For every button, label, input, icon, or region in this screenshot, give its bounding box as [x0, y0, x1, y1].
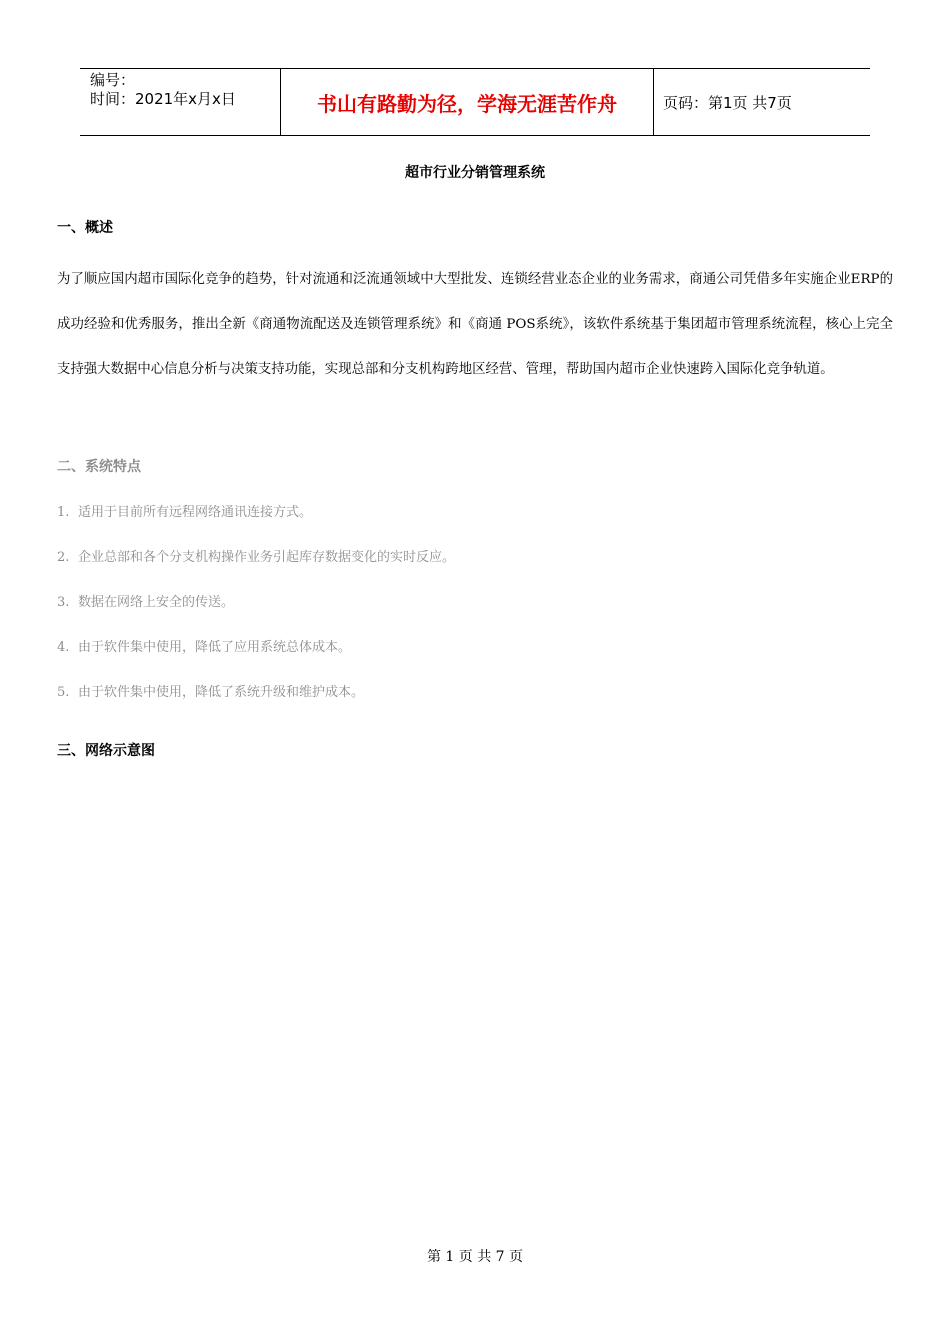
page-header [80, 68, 870, 136]
feature-list-item [57, 636, 351, 655]
list-number: 1. [57, 505, 70, 520]
document-title: 超市行业分销管理系统 [405, 165, 545, 181]
feature-list-item [57, 681, 364, 700]
header-page-info: 页码：第1页 共7页 [663, 93, 792, 112]
feature-list-item [57, 546, 455, 565]
list-text: 由于软件集中使用，降低了系统升级和维护成本。 [78, 685, 365, 700]
page-footer: 第 1 页 共 7 页 [426, 1249, 524, 1265]
list-number: 3. [57, 595, 70, 610]
list-text: 适用于目前所有远程网络通讯连接方式。 [78, 505, 313, 520]
list-number: 4. [57, 640, 70, 655]
list-text: 企业总部和各个分支机构操作业务引起库存数据变化的实时反应。 [78, 550, 456, 565]
date-line: 时间：2021年x月x日 [90, 90, 236, 108]
feature-list-item [57, 501, 312, 520]
list-number: 2. [57, 550, 70, 565]
section-heading-features: 二、系统特点 [57, 459, 141, 475]
section-heading-overview: 一、概述 [57, 220, 113, 236]
header-motto: 书山有路勤为径，学海无涯苦作舟 [281, 69, 654, 135]
serial-number-label: 编号： [90, 71, 136, 89]
header-meta [80, 69, 281, 135]
section-heading-network-diagram: 三、网络示意图 [57, 743, 155, 759]
list-text: 数据在网络上安全的传送。 [78, 595, 235, 610]
feature-list-item [57, 591, 234, 610]
list-text: 由于软件集中使用，降低了应用系统总体成本。 [78, 640, 352, 655]
list-number: 5. [57, 685, 70, 700]
overview-paragraph: 为了顺应国内超市国际化竞争的趋势，针对流通和泛流通领域中大型批发、连锁经营业态企业的业务需求，商通公司凭借多年实施企业ERP的成功经验和优秀服务，推出全新《商通物流配送及连锁管理系统》和《商通 POS系统》，该软件系统基于集团超市管理系统流程，核心上完全支持强大数据中心信息分析与决策支持功能，实现总部和分支机构跨地区经营、管理，帮助国内超市企业快速跨入国际化竞争轨道。 [57, 272, 893, 377]
